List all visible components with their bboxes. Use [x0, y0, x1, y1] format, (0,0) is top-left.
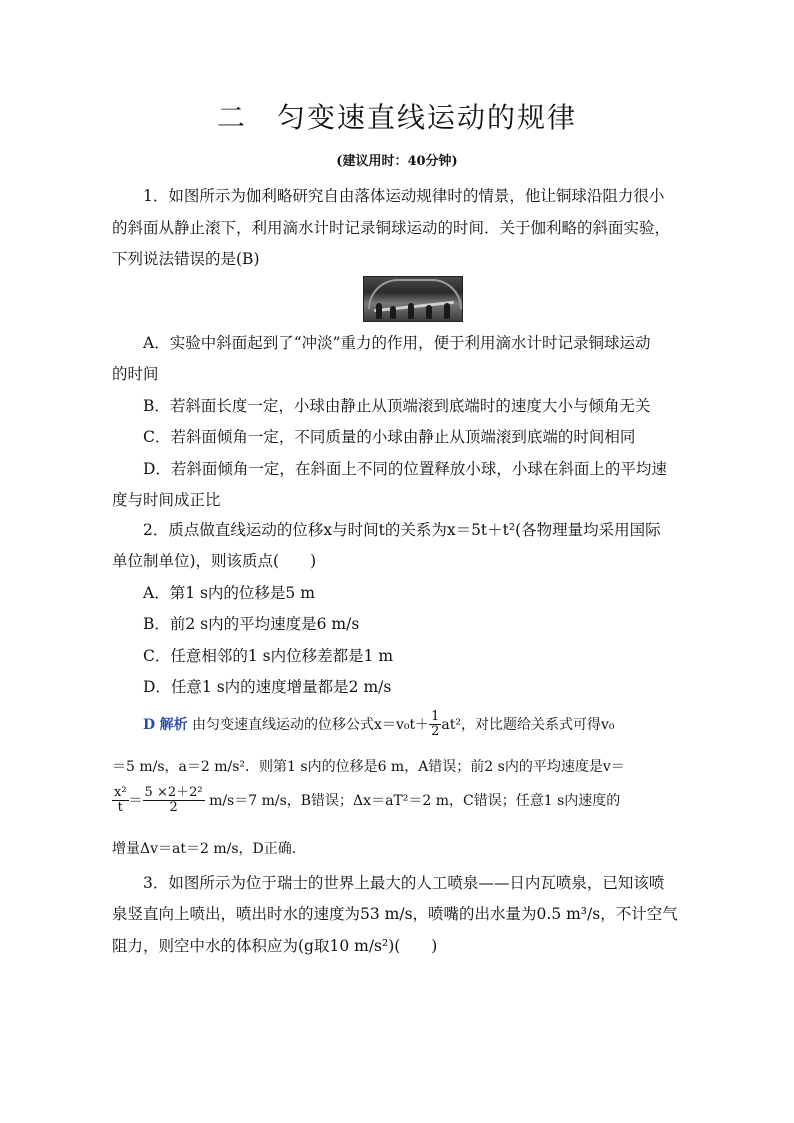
- frac1-numerator: x²: [114, 785, 127, 800]
- solution-text-1a: 由匀变速直线运动的位移公式x＝v₀t＋: [192, 716, 430, 733]
- galileo-incline-photo: [363, 276, 463, 322]
- half-numerator: 1: [431, 709, 440, 724]
- q1-option-d-line-2: 度与时间成正比: [112, 491, 221, 509]
- q1-option-d-line-1: D．若斜面倾角一定，在斜面上不同的位置释放小球，小球在斜面上的平均速: [143, 460, 667, 478]
- solution-line-4: 增量Δv＝at＝2 m/s，D正确．: [112, 841, 306, 857]
- q2-stem-line-1: 2．质点做直线运动的位移x与时间t的关系为x＝5t＋t²(各物理量均采用国际: [143, 521, 661, 539]
- frac1-denominator: t: [117, 800, 123, 816]
- q3-stem-line-1: 3．如图所示为位于瑞士的世界上最大的人工喷泉——日内瓦喷泉，已知该喷: [143, 874, 665, 892]
- q1-option-a-line-1: A．实验中斜面起到了“冲淡”重力的作用，便于利用滴水计时记录铜球运动: [143, 334, 651, 352]
- frac2-denominator: 2: [169, 800, 178, 816]
- half-fraction: [429, 710, 441, 740]
- q3-stem-line-3: 阻力，则空中水的体积应为(g取10 m/s²)( ): [112, 937, 438, 955]
- q1-stem-line-3: 下列说法错误的是(B): [112, 250, 260, 268]
- q2-stem-line-2: 单位制单位)，则该质点( ): [112, 552, 317, 570]
- q2-option-d: D．任意1 s内的速度增量都是2 m/s: [143, 678, 392, 696]
- frac2-numerator: 5 ×2＋2²: [144, 785, 203, 800]
- page-title: 二 匀变速直线运动的规律: [216, 101, 577, 134]
- suggested-time: (建议用时：40分钟): [336, 154, 458, 169]
- q2-option-b: B．前2 s内的平均速度是6 m/s: [143, 615, 360, 633]
- solution-label: 解析: [159, 716, 188, 733]
- q1-stem-line-1: 1．如图所示为伽利略研究自由落体运动规律时的情景，他让铜球沿阻力很小: [143, 187, 665, 205]
- q2-option-c: C．任意相邻的1 s内位移差都是1 m: [143, 647, 394, 665]
- solution-line-2: ＝5 m/s，a＝2 m/s²．则第1 s内的位移是6 m，A错误；前2 s内的平均速度是v＝: [112, 759, 625, 775]
- solution-line-1: [143, 710, 614, 740]
- q1-option-a-line-2: 的时间: [112, 365, 159, 383]
- q1-stem-line-2: 的斜面从静止滚下，利用滴水计时记录铜球运动的时间．关于伽利略的斜面实验，: [112, 219, 671, 237]
- q3-stem-line-2: 泉竖直向上喷出，喷出时水的速度为53 m/s，喷嘴的出水量为0.5 m³/s，不计空气: [112, 905, 678, 923]
- q2-option-a: A．第1 s内的位移是5 m: [143, 584, 315, 602]
- avg-velocity-fraction: [112, 786, 129, 816]
- q1-option-b: B．若斜面长度一定，小球由静止从顶端滚到底端时的速度大小与倾角无关: [143, 397, 651, 415]
- solution-line-3: $\frac{\text{x²}}{t}$ ＝ $\frac{\text{5 ×2＋2²}}{2}$ m/s＝7 m/s，B错误；Δx＝aT²＝2 m，C错误；任意1 s内速度的: [114, 785, 621, 816]
- solution-text-3: m/s＝7 m/s，B错误；Δx＝aT²＝2 m，C错误；任意1 s内速度的: [209, 792, 621, 809]
- computed-fraction: [143, 786, 205, 816]
- solution-text-1b: at²，对比题给关系式可得v₀: [441, 716, 615, 733]
- q1-option-c: C．若斜面倾角一定，不同质量的小球由静止从顶端滚到底端的时间相同: [143, 428, 636, 446]
- half-denominator: 2: [431, 724, 440, 740]
- answer-letter: D: [143, 716, 156, 733]
